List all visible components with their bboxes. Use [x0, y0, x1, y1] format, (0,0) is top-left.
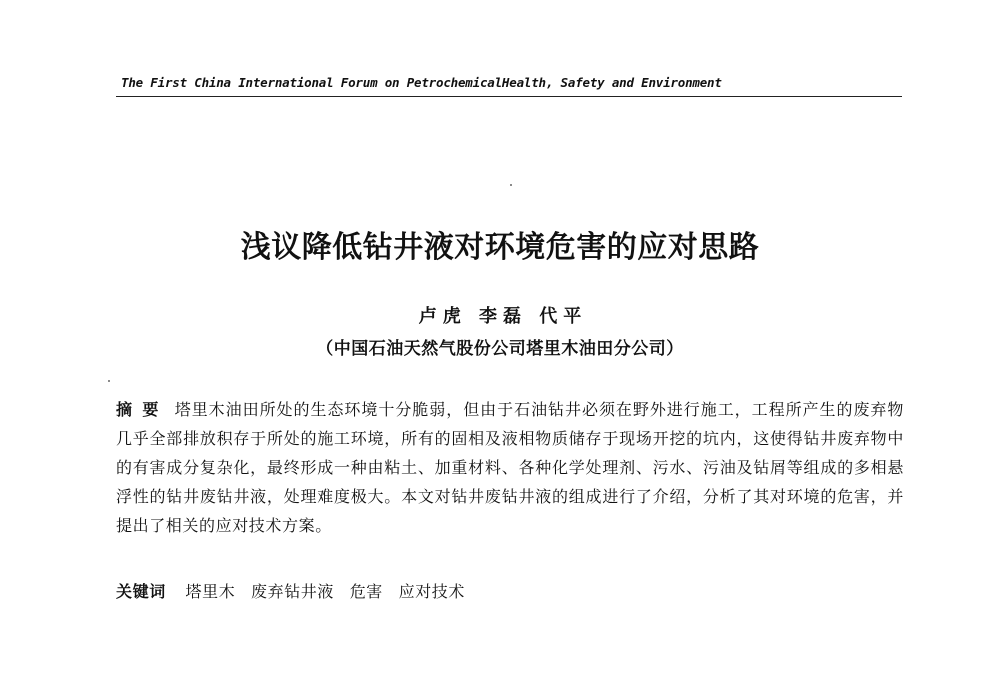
keyword-item: 危害	[349, 582, 383, 601]
keyword-item: 应对技术	[398, 582, 465, 601]
scan-speck	[510, 184, 512, 186]
scan-speck	[108, 380, 110, 382]
author-affiliation: （中国石油天然气股份公司塔里木油田分公司）	[316, 339, 684, 359]
abstract-paragraph	[116, 395, 904, 540]
keyword-item: 废弃钻井液	[251, 582, 335, 601]
paper-title: 浅议降低钻井液对环境危害的应对思路	[240, 230, 760, 265]
keyword-item: 塔里木	[185, 582, 236, 601]
running-header	[116, 74, 902, 97]
running-header-text: The First China International Forum on PetrochemicalHealth, Safety and Environment	[121, 75, 722, 90]
keywords-line	[116, 578, 904, 606]
author-list: 卢虎 李磊 代平	[418, 306, 588, 327]
abstract-text: 塔里木油田所处的生态环境十分脆弱，但由于石油钻井必须在野外进行施工，工程所产生的废弃物几乎全部排放积存于所处的施工环境，所有的固相及液相物质储存于现场开挖的坑内，这使得钻井废弃物中的有害成分复杂化，最终形成一种由粘土、加重材料、各种化学处理剂、污水、污油及钻屑等组成的多相悬浮性的钻井废钻井液，处理难度极大。本文对钻井废钻井液的组成进行了介绍，分析了其对环境的危害，并提出了相关的应对技术方案。	[116, 400, 904, 535]
abstract-label: 摘要	[116, 400, 169, 419]
keywords-label: 关键词	[116, 582, 166, 601]
